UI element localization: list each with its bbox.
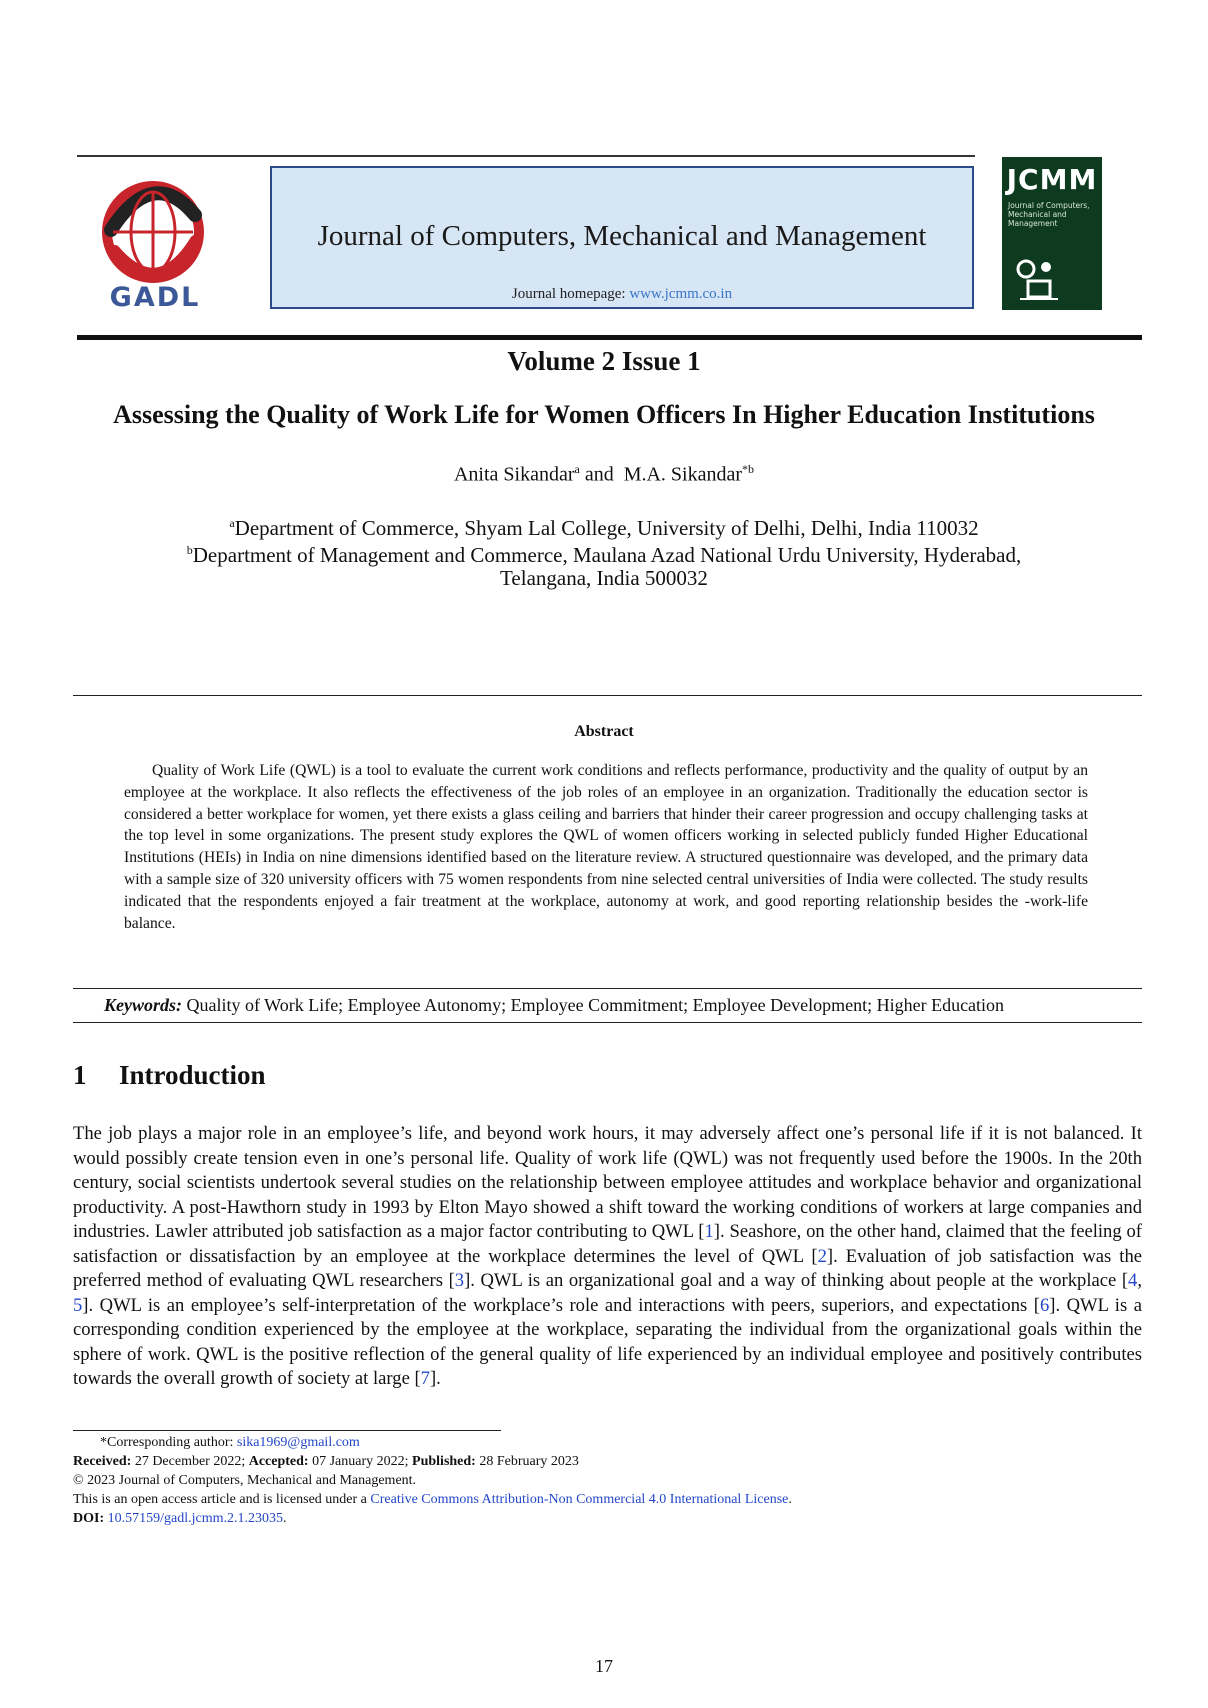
cover-illustration-icon [1014, 257, 1064, 303]
citation-link[interactable]: 2 [817, 1245, 827, 1267]
license-text: This is an open access article and is licensed under a [73, 1492, 371, 1507]
keywords-top-rule [73, 988, 1142, 989]
abstract-text: Quality of Work Life (QWL) is a tool to evaluate the current work conditions and reflects performance, productivity and the quality of output by an employee at the workplace. It also reflects the effectiveness of the job roles of an employee in an organization. Traditionally the education sector is considered a better workplace for women, yet there exists a glass ceiling and barriers that hinder their career progression and occupy challenging tasks at the top level in some organizations. The present study explores the QWL of women officers working in selected publicly funded Higher Educational Institutions (HEIs) in India on nine dimensions identified based on the literature review. A structured questionnaire was developed, and the primary data with a sample size of 320 university officers with 75 women respondents from nine selected central universities of India were collected. The study results indicated that the respondents enjoyed a fair treatment at the workplace, autonomy at work, and good reporting relationship besides the -work-life balance. [124, 762, 1088, 932]
intro-text-7: ]. [429, 1368, 441, 1389]
author-2-affil: *b [742, 462, 755, 476]
keywords-line [104, 995, 1144, 1016]
paper-title: Assessing the Quality of Work Life for Women Officers In Higher Education Institutions [113, 400, 1095, 429]
doi-label: DOI: [73, 1511, 105, 1526]
citation-link[interactable]: 7 [420, 1368, 430, 1389]
journal-banner [270, 166, 974, 309]
journal-homepage [272, 286, 972, 303]
affiliation-2-line-2: Telangana, India 500032 [500, 566, 708, 590]
corresponding-label: *Corresponding author: [100, 1435, 237, 1450]
affiliation-2-mark: b [186, 543, 193, 557]
accepted-date: 07 January 2022; [308, 1454, 413, 1469]
license-period: . [788, 1492, 792, 1507]
accepted-label: Accepted: [248, 1454, 309, 1469]
abstract-heading: Abstract [574, 723, 634, 740]
keywords-label: Keywords: [104, 995, 182, 1015]
cover-subtitle: Journal of Computers, Mechanical and Management [1008, 201, 1090, 228]
introduction-paragraph [73, 1122, 1142, 1392]
volume-issue: Volume 2 Issue 1 [507, 346, 701, 376]
header-bottom-rule [77, 335, 1142, 340]
copyright-line: © 2023 Journal of Computers, Mechanical and Management. [73, 1473, 417, 1488]
intro-text-2: ]. Seashore, on the other hand, claimed that the feeling of satisfaction or dissatisfaction by an employee at the workplace determines the level of QWL [ [73, 1221, 1142, 1267]
journal-title: Journal of Computers, Mechanical and Management [317, 220, 927, 252]
intro-text-5: ]. QWL is an employee’s self-interpretation of the workplace’s role and interactions with peers, superiors, and expectations [ [82, 1294, 1040, 1316]
doi-link[interactable]: 10.57159/gadl.jcmm.2.1.23035 [107, 1511, 284, 1526]
affiliation-1-mark: a [229, 516, 235, 530]
abstract-top-rule [73, 695, 1142, 696]
section-heading [73, 1060, 266, 1091]
section-number: 1 [73, 1060, 87, 1090]
page-number: 17 [595, 1656, 613, 1676]
header-top-rule [77, 155, 975, 157]
citation-link[interactable]: 5 [73, 1294, 83, 1316]
cover-title: JCMM [1006, 163, 1098, 196]
author-join: and [579, 463, 624, 486]
citation-separator: , [1137, 1270, 1142, 1291]
author-2: M.A. Sikandar [623, 463, 743, 486]
authors-line [0, 462, 1208, 487]
publication-dates [73, 1453, 579, 1471]
intro-text-1: The job plays a major role in an employee’s life, and beyond work hours, it may adversely affect one’s personal life if it is not balanced. It would possibly create tension even in one’s personal life. Quality of work life (QWL) was not frequently used before the 1900s. In the 20th century, social scientists undertook several studies on the relationship between employee attitudes and workplace behavior and organizational productivity. A post-Hawthorn study in 1993 by Elton Mayo showed a shift toward the working conditions of workers at large companies and industries. Lawler attributed job satisfaction as a major factor contributing to QWL [ [73, 1123, 1142, 1242]
homepage-link[interactable]: www.jcmm.co.in [629, 286, 733, 302]
license-link[interactable]: Creative Commons Attribution-Non Commercial 4.0 International License [370, 1492, 789, 1507]
received-label: Received: [73, 1454, 132, 1469]
citation-link[interactable]: 6 [1039, 1294, 1050, 1316]
keywords-text: Quality of Work Life; Employee Autonomy; Employee Commitment; Employee Development; Higher Education [186, 995, 1005, 1015]
doi-period: . [283, 1511, 287, 1526]
intro-text-4: ]. QWL is an organizational goal and a way of thinking about people at the workplace [ [464, 1270, 1129, 1291]
license-line [73, 1491, 792, 1509]
corresponding-author [100, 1434, 360, 1452]
intro-text-6: ]. QWL is a corresponding condition experienced by the employee at the workplace, separating the individual from the organizational goals within the sphere of work. QWL is the positive reflection of the general quality of life experienced by an individual employee and positively contributes towards the overall growth of society at large [ [73, 1294, 1142, 1389]
keywords-bottom-rule [73, 1022, 1142, 1023]
affiliation-1-text: Department of Commerce, Shyam Lal College, University of Delhi, Delhi, India 110032 [234, 516, 979, 540]
intro-text-3: ]. Evaluation of job satisfaction was the preferred method of evaluating QWL researchers [ [73, 1245, 1142, 1291]
doi-line [73, 1510, 287, 1528]
citation-link[interactable]: 1 [704, 1221, 714, 1242]
received-date: 27 December 2022; [131, 1454, 249, 1469]
footnote-rule [73, 1430, 501, 1431]
affiliation-2-line-1: Department of Management and Commerce, Maulana Azad National Urdu University, Hyderabad, [192, 543, 1022, 567]
published-label: Published: [412, 1454, 476, 1469]
citation-link[interactable]: 3 [454, 1270, 465, 1291]
homepage-label: Journal homepage: [511, 286, 626, 302]
gadl-logo [83, 170, 223, 320]
author-1: Anita Sikandar [453, 463, 575, 486]
gadl-logo-text: GADL [109, 282, 201, 313]
section-title: Introduction [119, 1060, 266, 1090]
journal-cover [1002, 157, 1102, 310]
author-1-affil: a [574, 462, 580, 476]
published-date: 28 February 2023 [475, 1454, 579, 1469]
corresponding-email-link[interactable]: sika1969@gmail.com [236, 1435, 360, 1450]
citation-link[interactable]: 4 [1128, 1270, 1138, 1291]
